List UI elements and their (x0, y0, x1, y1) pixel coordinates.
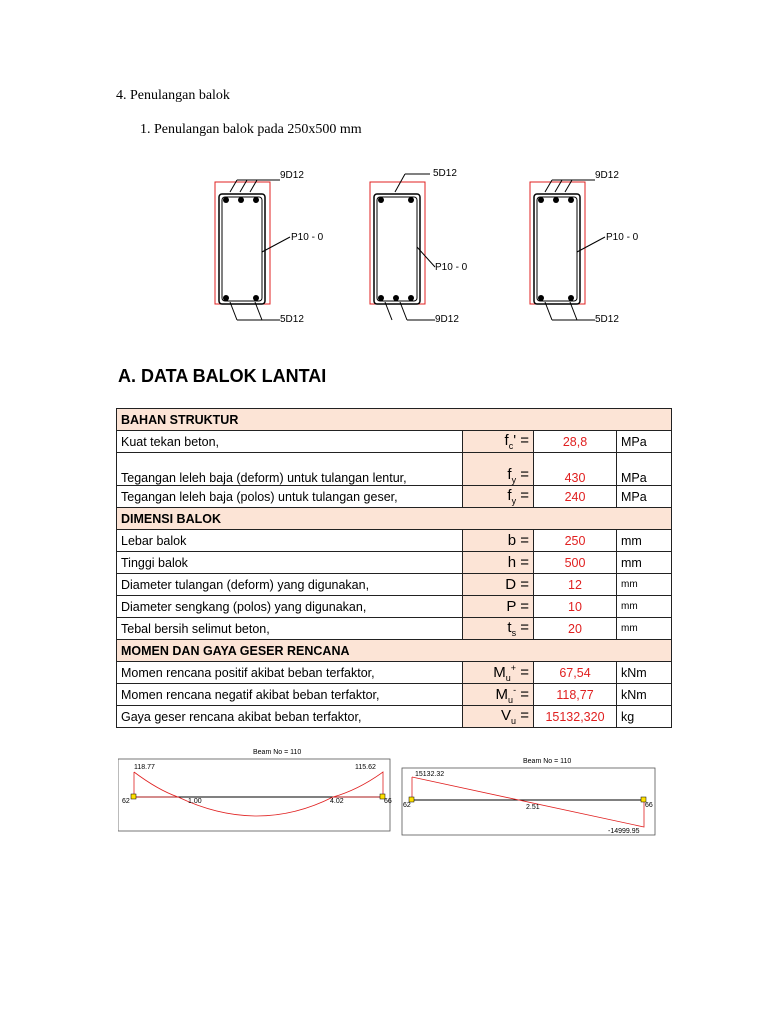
row-description: Momen rencana negatif akibat beban terfaktor, (117, 684, 463, 706)
row-symbol: $f_y$ = (463, 453, 534, 486)
row-unit: MPa (617, 453, 672, 486)
moment-zero-2: 4.02 (330, 798, 344, 805)
row-value: 67,54 (534, 662, 617, 684)
row-description: Tegangan leleh baja (polos) untuk tulangan geser, (117, 486, 463, 508)
row-value: 12 (534, 574, 617, 596)
row-description: Diameter sengkang (polos) yang digunakan, (117, 596, 463, 618)
row-value: 15132,320 (534, 706, 617, 728)
table-row (117, 706, 672, 728)
sub-heading: 1. Penulangan balok pada 250x500 mm (140, 122, 362, 137)
row-symbol: P = (463, 596, 534, 618)
moment-diagram (118, 749, 392, 831)
row-unit: mm (617, 618, 672, 640)
row-value: 20 (534, 618, 617, 640)
row-unit: mm (617, 574, 672, 596)
moment-right-node: 66 (384, 798, 392, 805)
table-row (117, 453, 672, 486)
row-unit: MPa (617, 486, 672, 508)
section-3-bottom-label: 5D12 (595, 314, 619, 325)
row-value: 118,77 (534, 684, 617, 706)
section-header-row (117, 409, 672, 431)
row-unit: kg (617, 706, 672, 728)
table-row (117, 486, 672, 508)
shear-diagram-title: Beam No = 110 (523, 758, 572, 765)
row-unit: mm (617, 530, 672, 552)
shear-right-node: 66 (645, 802, 653, 809)
table-row (117, 596, 672, 618)
row-value: 240 (534, 486, 617, 508)
moment-left-node: 62 (122, 798, 130, 805)
shear-left-node: 62 (403, 802, 411, 809)
row-value: 10 (534, 596, 617, 618)
row-description: Lebar balok (117, 530, 463, 552)
row-description: Tegangan leleh baja (deform) untuk tulangan lentur, (117, 453, 463, 486)
moment-left-value: 118.77 (134, 764, 155, 771)
row-symbol: D = (463, 574, 534, 596)
moment-right-value: 115.62 (355, 764, 376, 771)
row-description: Diameter tulangan (deform) yang digunakan, (117, 574, 463, 596)
row-description: Tebal bersih selimut beton, (117, 618, 463, 640)
section-1-stirrup-label: P10 - 0 (291, 232, 324, 243)
shear-left-value: 15132.32 (415, 771, 445, 778)
bahan-struktur-header: BAHAN STRUKTUR (117, 409, 672, 431)
row-unit: kNm (617, 684, 672, 706)
row-symbol: h = (463, 552, 534, 574)
section-header-row (117, 640, 672, 662)
beam-cross-sections (195, 162, 665, 332)
table-row (117, 574, 672, 596)
row-description: Gaya geser rencana akibat beban terfaktor, (117, 706, 463, 728)
beam-diagrams (118, 745, 663, 845)
section-heading: 4. Penulangan balok (116, 88, 230, 103)
row-unit: mm (617, 596, 672, 618)
cross-section-1 (215, 170, 324, 325)
row-symbol: $t_s$ = (463, 618, 534, 640)
row-symbol: $V_u$ = (463, 706, 534, 728)
row-value: 28,8 (534, 431, 617, 453)
row-value: 250 (534, 530, 617, 552)
section-header-row (117, 508, 672, 530)
shear-diagram (402, 758, 655, 835)
section-3-top-label: 9D12 (595, 170, 619, 181)
section-2-bottom-label: 9D12 (435, 314, 459, 325)
row-symbol: b = (463, 530, 534, 552)
dimensi-balok-header: DIMENSI BALOK (117, 508, 672, 530)
row-value: 430 (534, 453, 617, 486)
cross-section-2 (370, 168, 468, 325)
beam-data-table (116, 408, 672, 728)
section-2-top-label: 5D12 (433, 168, 457, 179)
row-symbol: $f_c'$ = (463, 431, 534, 453)
row-description: Kuat tekan beton, (117, 431, 463, 453)
table-row (117, 684, 672, 706)
cross-section-3 (530, 170, 639, 325)
table-row (117, 662, 672, 684)
data-section-title: A. DATA BALOK LANTAI (118, 366, 327, 386)
section-1-top-label: 9D12 (280, 170, 304, 181)
row-symbol: $M_u^+$ = (463, 662, 534, 684)
shear-zero: 2.51 (526, 804, 540, 811)
section-2-stirrup-label: P10 - 0 (435, 262, 468, 273)
table-row (117, 618, 672, 640)
table-row (117, 431, 672, 453)
table-row (117, 552, 672, 574)
section-1-bottom-label: 5D12 (280, 314, 304, 325)
row-description: Momen rencana positif akibat beban terfaktor, (117, 662, 463, 684)
shear-right-value: -14999.95 (608, 828, 640, 835)
row-symbol: $f_y$ = (463, 486, 534, 508)
section-3-stirrup-label: P10 - 0 (606, 232, 639, 243)
moment-diagram-title: Beam No = 110 (253, 749, 302, 756)
row-unit: kNm (617, 662, 672, 684)
row-symbol: $M_u^-$ = (463, 684, 534, 706)
row-value: 500 (534, 552, 617, 574)
row-description: Tinggi balok (117, 552, 463, 574)
moment-zero-1: 1.00 (188, 798, 202, 805)
row-unit: MPa (617, 431, 672, 453)
row-unit: mm (617, 552, 672, 574)
table-row (117, 530, 672, 552)
momen-gaya-header: MOMEN DAN GAYA GESER RENCANA (117, 640, 672, 662)
